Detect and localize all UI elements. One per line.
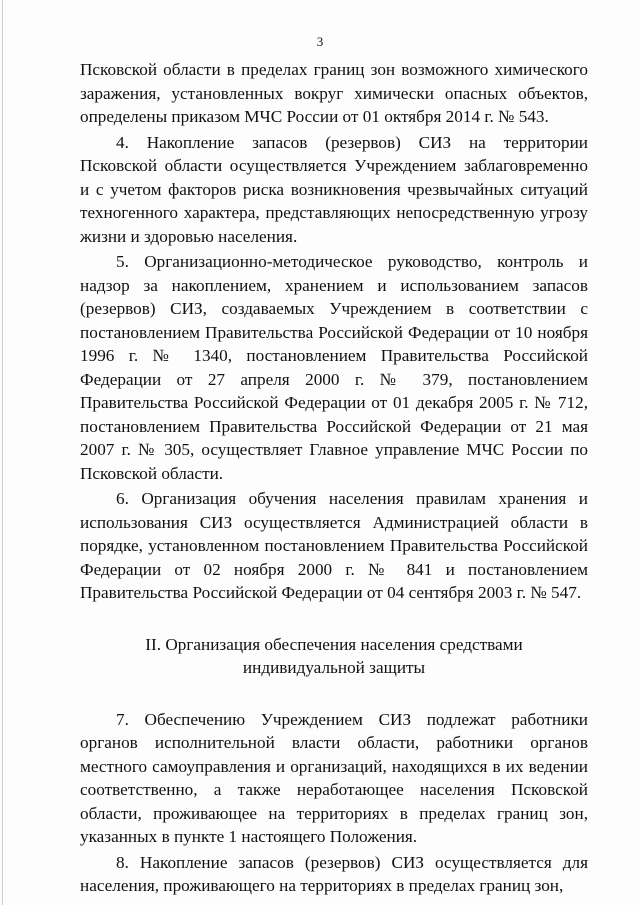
section-heading: II. Организация обеспечения населения средствами индивидуальной защиты <box>145 634 523 677</box>
paragraph-item-5: 5. Организационно-методическое руководство, контроль и надзор за накоплением, хранением и использованием запасов (резервов) СИЗ, создаваемых Учреждением в соответствии с постановлением Правительства Российской Федерации от 10 ноября 1996 г. № 1340, постановлением Правительства Российской Федерации от 27 апреля 2000 г. № 379, постановлением Правительства Российской Федерации от 01 декабря 2005 г. № 712, постановлением Правительства Российской Федерации от 21 мая 2007 г. № 305, осуществляет Главное управление МЧС России по Псковской области. <box>80 252 588 483</box>
document-body <box>80 56 588 898</box>
paragraph-item-7: 7. Обеспечению Учреждением СИЗ подлежат работники органов исполнительной власти области, работники органов местного самоуправления и организаций, находящихся в их ведении соответственно, а также неработающее населения Псковской области, проживающее на территориях в пределах границ зон, указанных в пункте 1 настоящего Положения. <box>80 709 588 846</box>
paragraph-continuation: Псковской области в пределах границ зон возможного химического заражения, установленных вокруг химически опасных объектов, определены приказом МЧС России от 01 октября 2014 г. № 543. <box>80 60 588 126</box>
page-number: 3 <box>316 34 324 49</box>
paragraph-item-8: 8. Накопление запасов (резервов) СИЗ осуществляется для населения, проживающего на территориях в пределах границ зон, <box>80 852 588 895</box>
paragraph-item-4: 4. Накопление запасов (резервов) СИЗ на территории Псковской области осуществляется Учреждением заблаговременно и с учетом факторов риска возникновения чрезвычайных ситуаций техногенного характера, представляющих непосредственную угрозу жизни и здоровью населения. <box>80 132 588 246</box>
paragraph-item-6: 6. Организация обучения населения правилам хранения и использования СИЗ осуществляется Администрацией области в порядке, установленном постановлением Правительства Российской Федерации от 02 ноября 2000 г. № 841 и постановлением Правительства Российской Федерации от 04 сентября 2003 г. № 547. <box>80 489 588 602</box>
page-edge-line <box>2 0 3 905</box>
